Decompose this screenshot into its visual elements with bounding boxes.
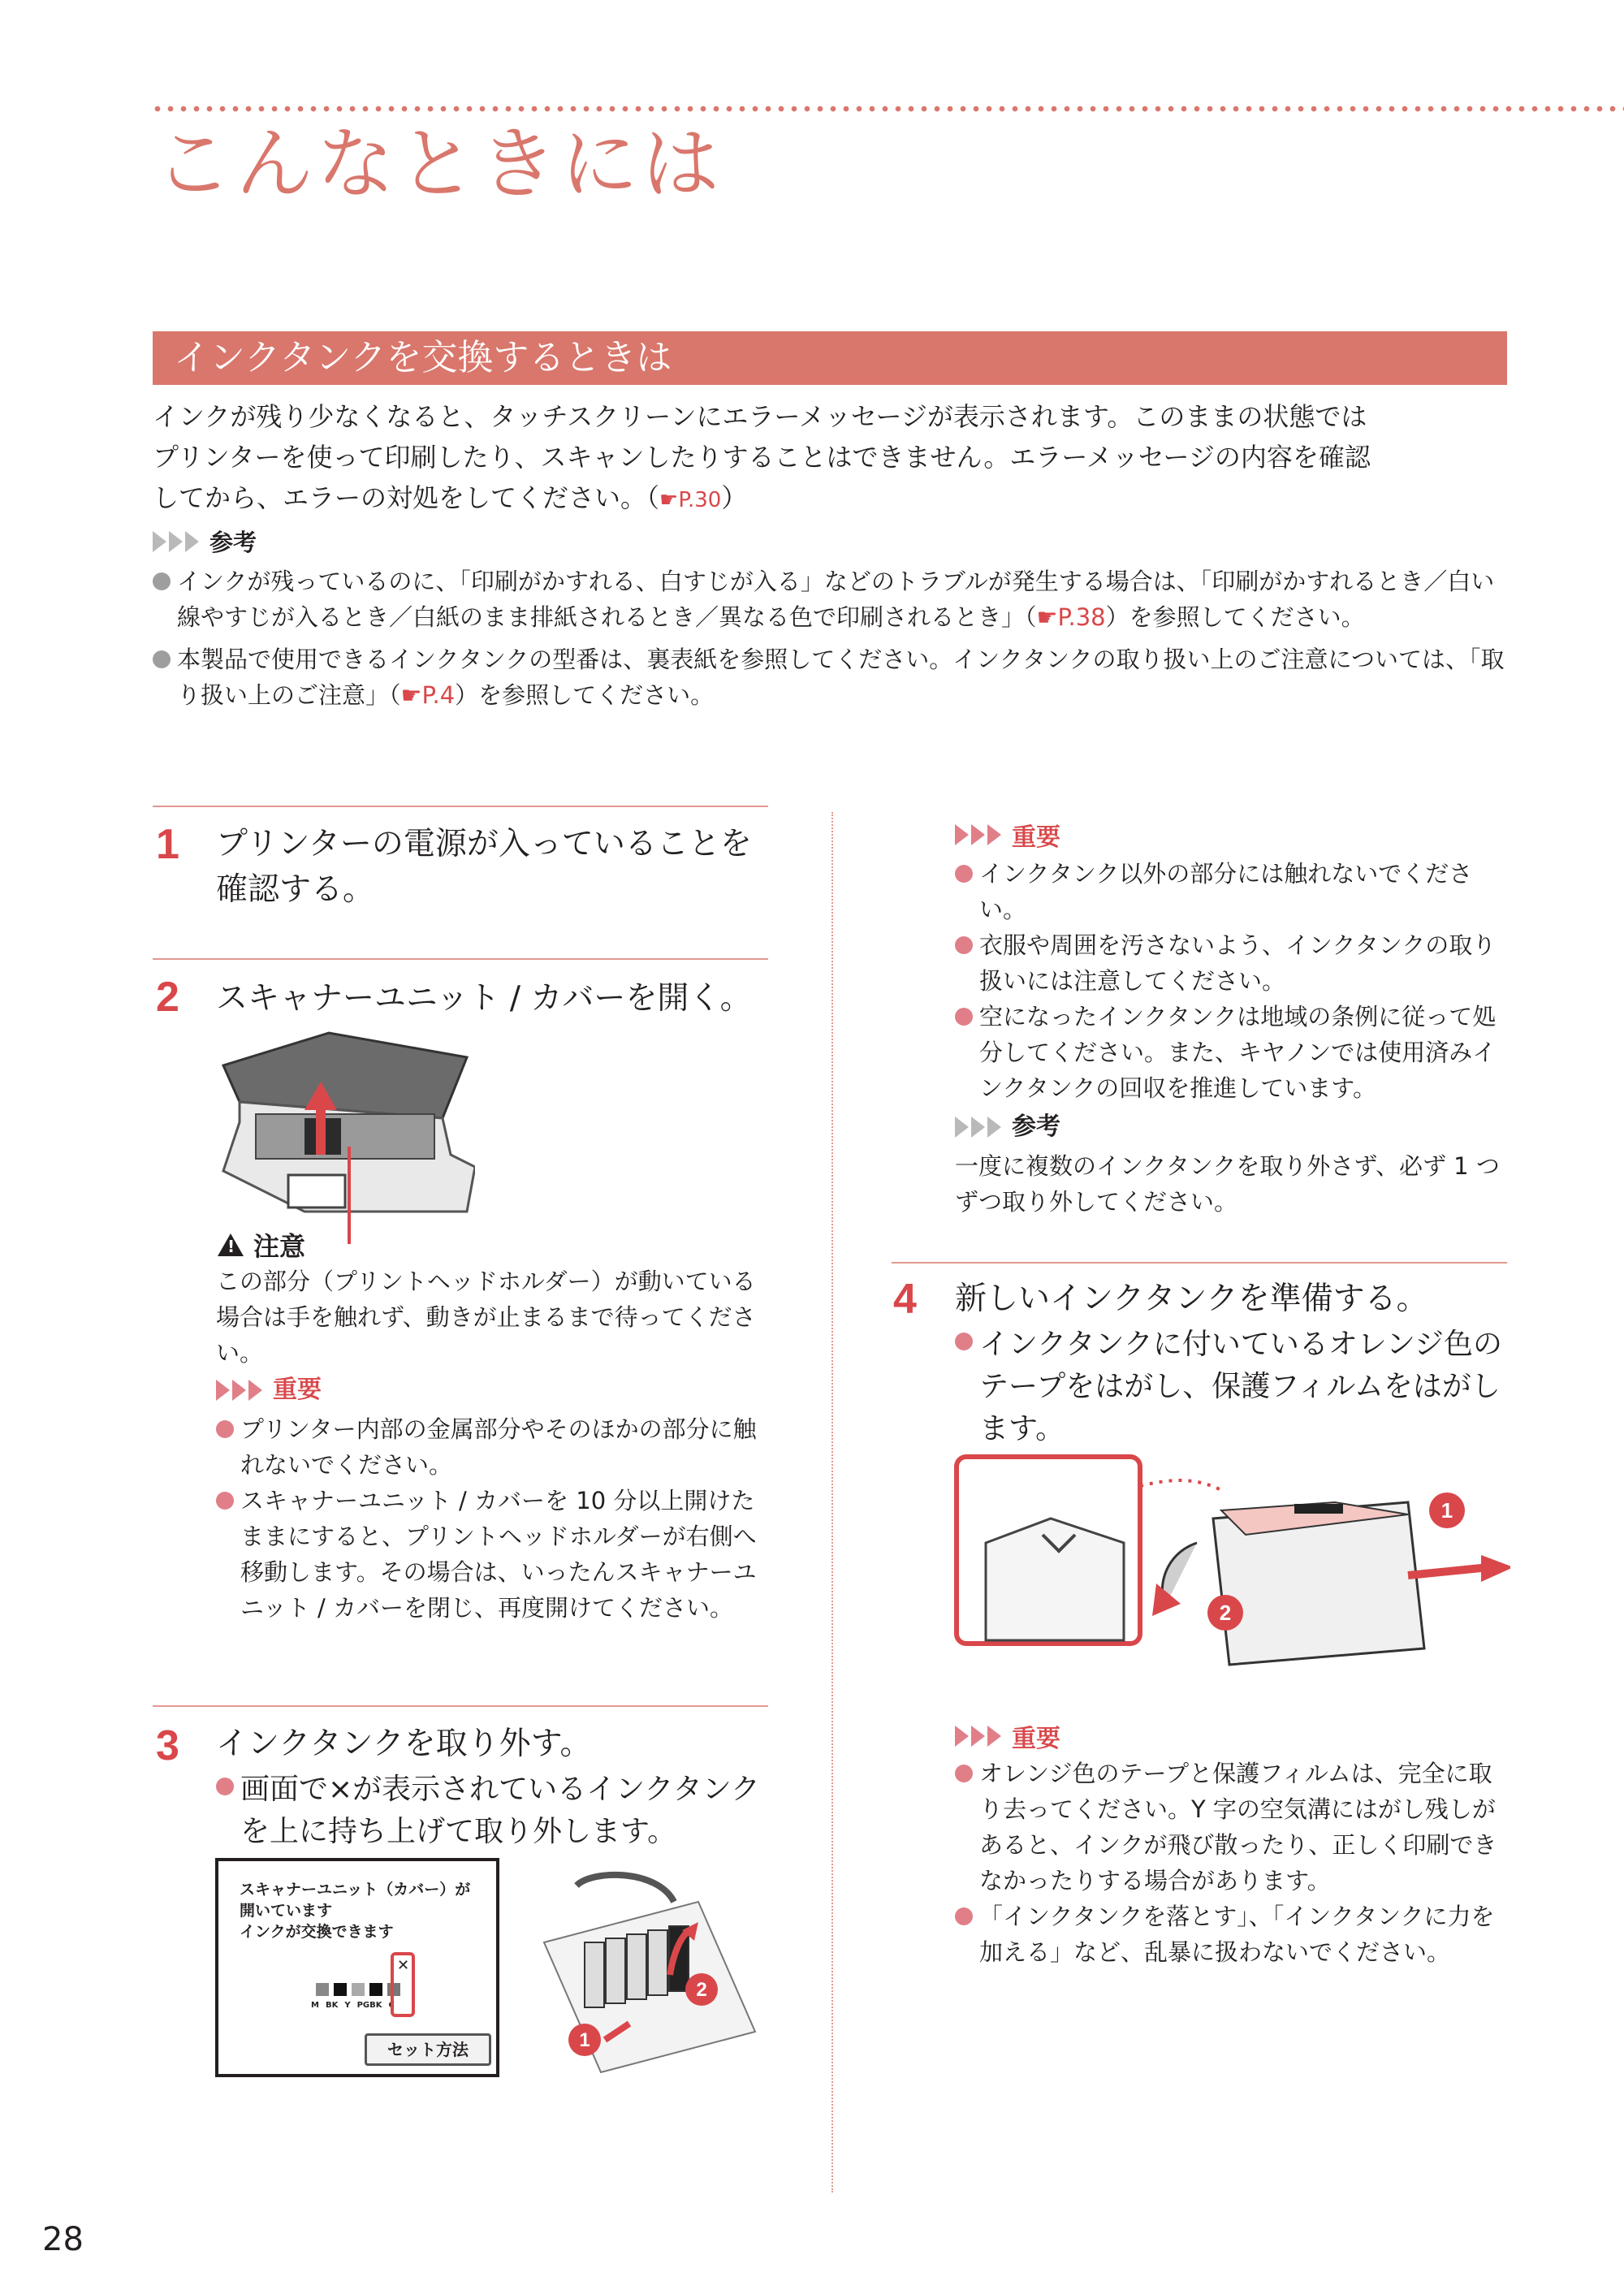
caution-heading: ! 注意	[218, 1226, 305, 1264]
warning-icon	[218, 1233, 244, 1256]
step-number: 2	[156, 974, 179, 1021]
page-ref-link[interactable]: ☛P.30	[659, 488, 722, 512]
important-notes	[955, 856, 1507, 1106]
list-item: 衣服や周囲を汚さないよう、インクタンクの取り扱いには注意してください。	[955, 927, 1507, 999]
list-item: 本製品で使用できるインクタンクの型番は、裏表紙を参照してください。インクタンクの取り扱い上のご注意については、「取り扱い上のご注意」（☛P.4）を参照してください。	[153, 642, 1517, 713]
chevron-icon	[955, 824, 1004, 845]
page-title: こんなときには	[154, 119, 723, 210]
important-notes	[955, 1756, 1515, 1970]
screen-message: 開いています	[240, 1902, 333, 1920]
step-rule	[892, 1262, 1507, 1264]
reference-heading: 参考	[955, 1109, 1060, 1145]
reference-heading: 参考	[153, 525, 257, 558]
step-rule	[153, 1705, 768, 1707]
screen-message: スキャナーユニット（カバー）が	[240, 1881, 471, 1899]
screen-message: インクが交換できます	[240, 1923, 394, 1941]
list-item: 空になったインクタンクは地域の条例に従って処分してください。また、キヤノンでは使用済みインクタンクの回収を推進しています。	[955, 999, 1507, 1106]
printer-open-illustration	[207, 1025, 475, 1244]
list-item: 画面で×が表示されているインクタンクを上に持ち上げて取り外します。	[216, 1769, 768, 1853]
column-divider	[831, 812, 833, 2192]
marker-one: 1	[579, 2029, 590, 2051]
x-mark-icon: ✕	[397, 1957, 410, 1974]
list-item: インクタンクに付いているオレンジ色のテープをはがし、保護フィルムをはがします。	[955, 1324, 1515, 1450]
chevron-icon	[153, 531, 201, 552]
step-number: 1	[156, 821, 179, 868]
page-ref-link[interactable]: ☛P.38	[1036, 603, 1106, 631]
touchscreen-illustration	[215, 1858, 499, 2077]
list-item: スキャナーユニット / カバーを 10 分以上開けたままにすると、プリントヘッドホルダーが右側へ移動します。その場合は、いったんスキャナーユニット / カバーを閉じ、再度開けてください。	[216, 1483, 768, 1626]
step-title: スキャナーユニット / カバーを開く。	[216, 980, 752, 1017]
list-item: 「インクタンクを落とす」、「インクタンクに力を加える」など、乱暴に扱わないでください。	[955, 1899, 1515, 1970]
ink-removal-illustration	[528, 1853, 759, 2080]
dotted-rule	[151, 106, 1624, 112]
marker-two: 2	[696, 1979, 707, 2001]
step-bullets	[216, 1769, 768, 1853]
step-number: 3	[156, 1722, 179, 1769]
list-item: プリンター内部の金属部分やそのほかの部分に触れないでください。	[216, 1411, 768, 1483]
ink-labels: M BK Y PGBK C	[311, 2001, 395, 2010]
important-heading: 重要	[955, 1718, 1060, 1754]
ink-tank-prep-illustration	[953, 1454, 1510, 1713]
intro-paragraph: インクが残り少なくなると、タッチスクリーンにエラーメッセージが表示されます。このままの状態では プリンターを使って印刷したり、スキャンしたりすることはできません。エラーメッセージの内容を確認 してから、エラーの対処をしてください。（☛P.30）	[153, 401, 1371, 513]
marker-two: 2	[1219, 1601, 1232, 1625]
list-item: インクが残っているのに、「印刷がかすれる、白すじが入る」などのトラブルが発生する場合は、「印刷がかすれるとき／白い線やすじが入るとき／白紙のまま排紙されるとき／異なる色で印刷されるとき」（☛P.38）を参照してください。	[153, 564, 1517, 635]
step-rule	[153, 806, 768, 807]
chevron-icon	[216, 1380, 265, 1401]
page-ref-link[interactable]: ☛P.4	[400, 681, 456, 709]
chevron-icon	[955, 1726, 1004, 1747]
important-heading: 重要	[216, 1372, 322, 1408]
step-title: プリンターの電源が入っていることを 確認する。	[216, 826, 752, 908]
reference-notes	[153, 564, 1517, 719]
setup-method-button[interactable]: セット方法	[365, 2033, 491, 2066]
page-number: 28	[42, 2221, 84, 2258]
important-heading: 重要	[955, 817, 1060, 853]
caution-text: この部分（プリントヘッドホルダー）が動いている場合は手を触れず、動きが止まるまで待ってください。	[216, 1268, 756, 1367]
chevron-icon	[955, 1117, 1004, 1138]
step-bullets	[955, 1324, 1515, 1450]
ink-status-row	[316, 1983, 400, 1996]
list-item: インクタンク以外の部分には触れないでください。	[955, 856, 1507, 927]
important-notes	[216, 1411, 768, 1626]
reference-text: 一度に複数のインクタンクを取り外さず、必ず 1 つずつ取り外してください。	[955, 1152, 1500, 1216]
marker-one: 1	[1440, 1498, 1453, 1523]
section-title-bar: インクタンクを交換するときは	[153, 331, 1507, 385]
step-number: 4	[893, 1276, 917, 1323]
step-rule	[153, 958, 768, 960]
step-title: 新しいインクタンクを準備する。	[955, 1281, 1428, 1317]
list-item: オレンジ色のテープと保護フィルムは、完全に取り去ってください。Y 字の空気溝にはがし残しがあると、インクが飛び散ったり、正しく印刷できなかったりする場合があります。	[955, 1756, 1515, 1899]
step-title: インクタンクを取り外す。	[216, 1726, 592, 1762]
